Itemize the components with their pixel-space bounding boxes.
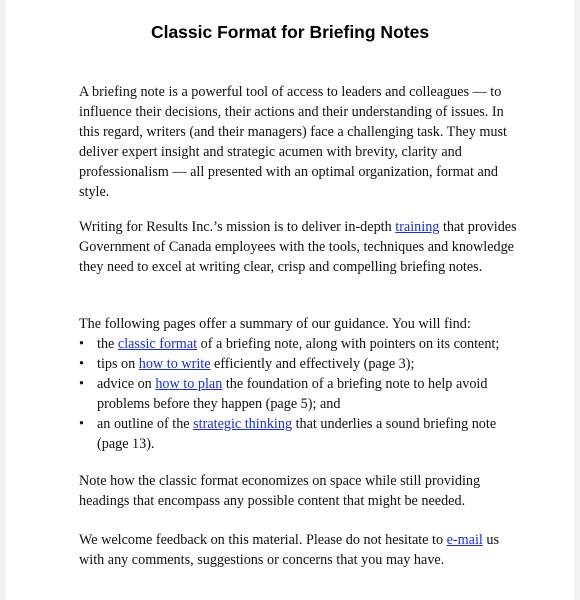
list-item-text-after: of a briefing note, along with pointers on its content;	[197, 336, 500, 352]
how-to-plan-link[interactable]: how to plan	[155, 376, 223, 392]
classic-format-link[interactable]: classic format	[117, 336, 198, 352]
list-item	[79, 414, 519, 454]
strategic-thinking-link[interactable]: strategic thinking	[193, 416, 293, 432]
bullet-icon: •	[79, 416, 84, 432]
list-item-text-before: tips on	[97, 356, 139, 372]
mission-paragraph	[79, 217, 519, 277]
list-item-text-before: advice on	[97, 376, 156, 392]
guidance-list	[79, 334, 519, 454]
bullet-icon: •	[79, 356, 84, 372]
list-item-text-after: efficiently and effectively (page 3);	[210, 356, 415, 372]
page-title: Classic Format for Briefing Notes	[150, 22, 430, 42]
intro-paragraph-text: A briefing note is a powerful tool of access to leaders and colleagues — to influence their decisions, their actions and their understanding of issues. In this regard, writers (and their managers) face a challenging task. They must deliver expert insight and strategic acumen with brevity, clarity and professionalism — all presented with an optimal organization, format and style.	[79, 84, 507, 200]
how-to-write-link[interactable]: how to write	[138, 356, 211, 372]
bullet-icon: •	[79, 376, 84, 392]
list-item	[79, 334, 519, 354]
guidance-intro: The following pages offer a summary of our guidance. You will find:	[79, 316, 471, 332]
list-item-text-before: the	[97, 336, 118, 352]
intro-paragraph	[79, 82, 519, 202]
bullet-icon: •	[79, 336, 84, 352]
document-page	[6, 0, 574, 600]
list-item-text-after: that underlies a sound briefing note (page 13).	[97, 416, 497, 452]
list-item-text-after: the foundation of a briefing note to help avoid problems before they happen (page 5); and	[97, 376, 488, 412]
feedback-paragraph	[79, 530, 519, 570]
mission-text-before: Writing for Results Inc.’s mission is to deliver in-depth	[79, 219, 396, 235]
format-note-text: Note how the classic format economizes on space while still providing headings that encompass any possible content that might be needed.	[79, 473, 481, 509]
email-link[interactable]: e-mail	[446, 532, 483, 548]
feedback-text-before: We welcome feedback on this material. Please do not hesitate to	[79, 532, 447, 548]
list-item-text-before: an outline of the	[97, 416, 194, 432]
list-item	[79, 354, 519, 374]
mission-text-after: that provides Government of Canada employees with the tools, techniques and knowledge they need to excel at writing clear, crisp and compelling briefing notes.	[79, 219, 517, 275]
feedback-text-after: us with any comments, suggestions or concerns that you may have.	[79, 532, 500, 568]
format-note-paragraph	[79, 471, 519, 511]
training-link[interactable]: training	[395, 219, 440, 235]
list-item	[79, 374, 519, 414]
guidance-section	[79, 314, 519, 454]
